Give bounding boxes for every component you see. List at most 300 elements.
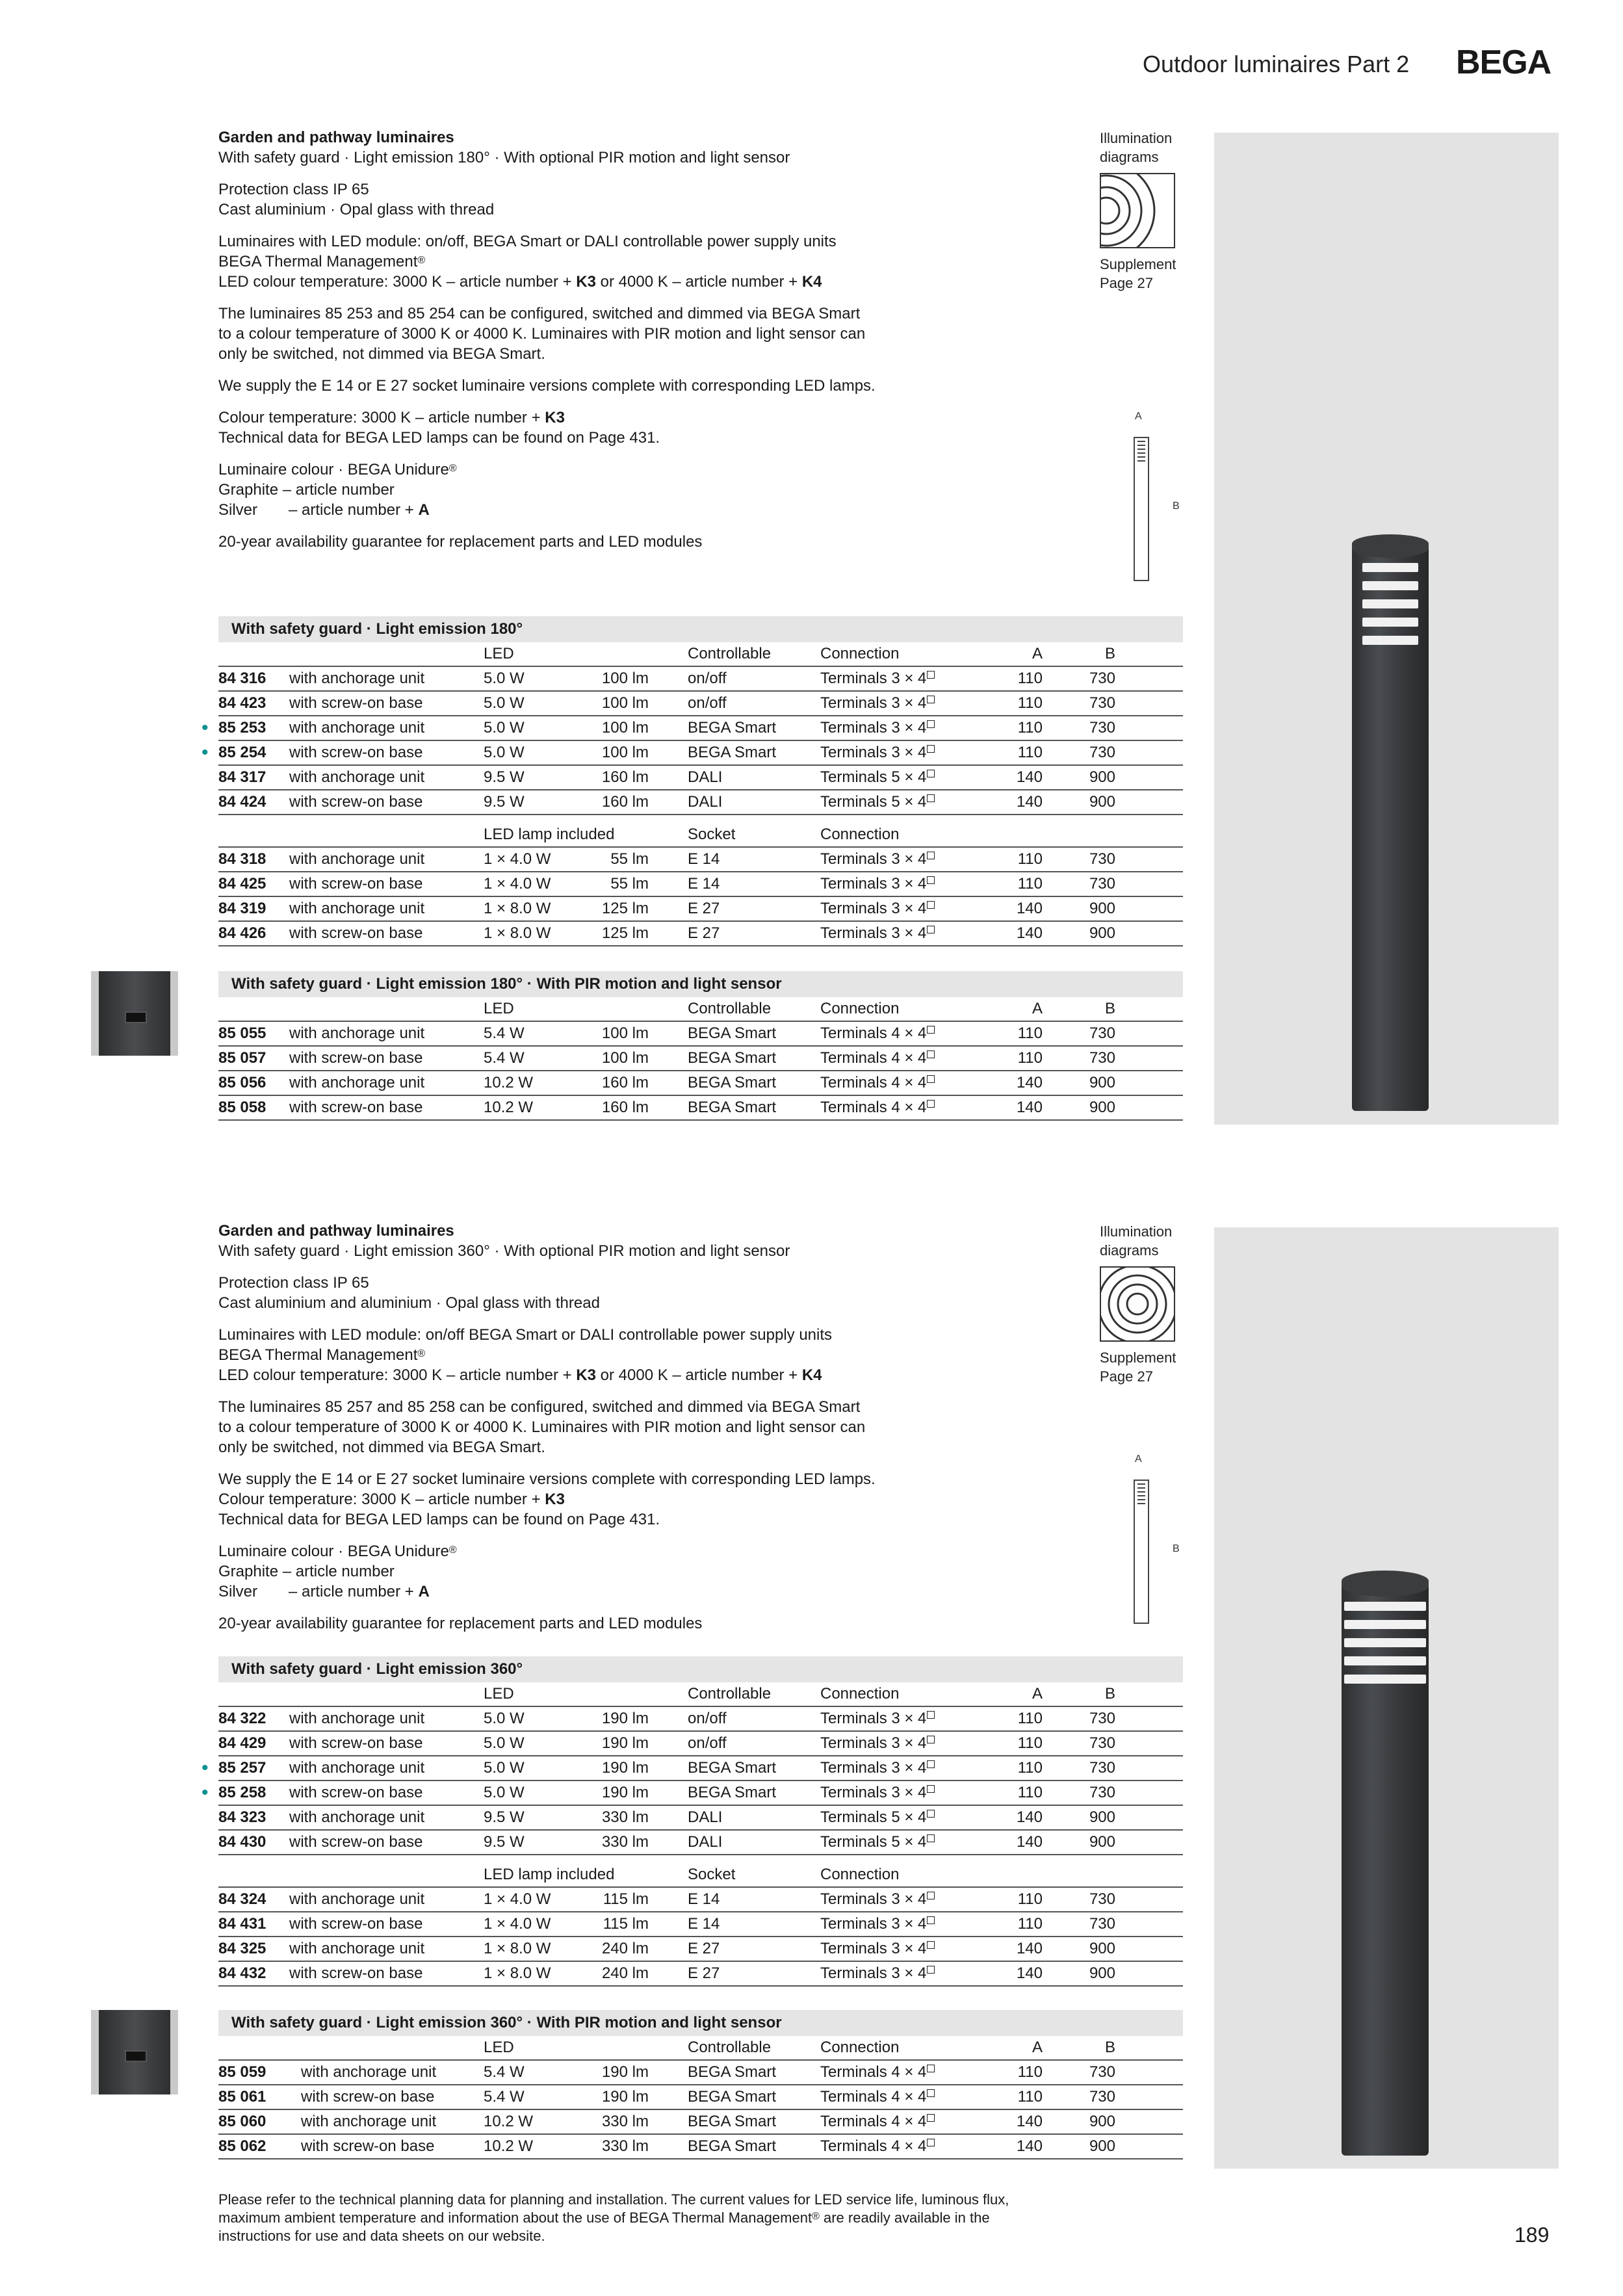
terminal-square-icon (927, 1711, 935, 1719)
footer-reg: ® (812, 2211, 820, 2222)
luminous-flux (569, 1888, 649, 1911)
luminous-flux (569, 2110, 649, 2133)
dimension-b (1057, 2085, 1115, 2109)
terminal-square-icon (927, 1966, 935, 1974)
led-wattage-text: 5.0 W (484, 744, 525, 761)
controllable (688, 790, 722, 814)
section2-silver-value: – article number + (289, 1583, 419, 1600)
section1-module: Luminaires with LED module: on/off, BEGA Smart or DALI controllable power supply units (218, 233, 837, 250)
mounting-description-text: with screw-on base (289, 875, 423, 893)
controllable (688, 1962, 720, 1985)
mounting-description (301, 2085, 434, 2109)
table-row (218, 692, 1183, 716)
controllable-text: DALI (688, 768, 723, 786)
dimension-a-text: 110 (1017, 1049, 1043, 1067)
led-wattage-text: 9.5 W (484, 1808, 525, 1826)
section1-silver-value: – article number + (289, 501, 419, 519)
dimension-a (985, 1962, 1043, 1985)
bollard-guard-slats (1362, 563, 1418, 654)
article-number-text: 84 431 (218, 1915, 266, 1933)
section2-title: Garden and pathway luminaires (218, 1222, 454, 1240)
controllable (688, 692, 727, 715)
dimension-a (985, 2110, 1043, 2133)
dimension-a-text: 110 (1017, 694, 1043, 712)
dimension-b (1057, 1756, 1115, 1780)
connection (820, 897, 935, 920)
dimension-a-text: 140 (1016, 1808, 1043, 1826)
smart-config-dot (201, 1781, 209, 1805)
mounting-description (289, 741, 422, 764)
mounting-description (289, 1756, 424, 1780)
header-led: LED (484, 645, 514, 662)
mounting-description-text: with screw-on base (289, 924, 423, 942)
connection (820, 1707, 935, 1730)
dimension-b (1057, 1962, 1115, 1985)
dimension-b-text: 730 (1089, 670, 1115, 687)
dimension-a-text: 140 (1016, 793, 1043, 811)
luminous-flux-text: 330 lm (601, 1808, 649, 1826)
led-wattage-text: 10.2 W (484, 1099, 534, 1116)
mounting-description-text: with anchorage unit (289, 1808, 425, 1826)
table-180-pir-title: With safety guard · Light emission 180° · With PIR motion and light sensor (218, 971, 1183, 997)
controllable-text: BEGA Smart (688, 1074, 777, 1091)
controllable (688, 2110, 776, 2133)
table-row (218, 2085, 1183, 2110)
table-row (218, 1707, 1183, 1732)
section1-ct-k3: K3 (545, 409, 565, 426)
luminous-flux (569, 1937, 649, 1961)
terminal-square-icon (927, 1810, 935, 1818)
dimension-a (985, 1831, 1043, 1854)
article-number-text: 85 061 (218, 2088, 266, 2106)
dimension-a (985, 1732, 1043, 1755)
luminous-flux-text: 190 lm (601, 1759, 649, 1777)
article-number (218, 1022, 266, 1045)
header-connection: Connection (820, 1000, 900, 1017)
connection (820, 922, 935, 945)
connection (820, 848, 935, 871)
article-number (218, 1707, 266, 1730)
header-connection: Connection (820, 826, 900, 843)
section1-description (218, 127, 1057, 564)
article-number (218, 741, 266, 764)
section1-guarantee: 20-year availability guarantee for replacement parts and LED modules (218, 533, 703, 551)
led-wattage (484, 1912, 551, 1936)
table-180-pir (218, 971, 1183, 1121)
mounting-description-text: with anchorage unit (289, 1759, 425, 1777)
led-wattage (484, 790, 525, 814)
supplement-label: Supplement (1100, 256, 1176, 272)
smart-config-dot (201, 1756, 209, 1780)
dimension-a (985, 922, 1043, 945)
controllable-text: BEGA Smart (688, 1759, 777, 1777)
article-number-text: 85 059 (218, 2063, 266, 2081)
controllable (688, 667, 727, 690)
controllable-text: E 14 (688, 850, 720, 868)
controllable (688, 1047, 776, 1070)
table-360-pir-header (218, 2036, 1183, 2061)
section1-supply: We supply the E 14 or E 27 socket luminaire versions complete with corresponding LED lamps. (218, 377, 876, 395)
header-b: B (1104, 1000, 1115, 1017)
dimension-a (985, 1071, 1043, 1095)
dimension-b (1057, 1831, 1115, 1854)
table-row (218, 1888, 1183, 1912)
smart-config-dot-text: • (201, 742, 209, 763)
dimension-a (985, 716, 1043, 740)
section1-thermal: BEGA Thermal Management (218, 253, 418, 270)
section2-thermal-reg: ® (417, 1348, 426, 1359)
section2-guarantee: 20-year availability guarantee for replacement parts and LED modules (218, 1615, 703, 1632)
section1-colourtemp-pre: LED colour temperature: 3000 K – article number + (218, 273, 577, 291)
led-wattage (484, 872, 551, 896)
connection (820, 1937, 935, 1961)
controllable (688, 897, 720, 920)
mounting-description (289, 766, 424, 789)
led-wattage-text: 10.2 W (484, 1074, 534, 1091)
led-wattage (484, 922, 551, 945)
article-number-text: 84 322 (218, 1710, 266, 1727)
led-wattage (484, 2135, 533, 2158)
controllable (688, 1707, 727, 1730)
terminal-square-icon (927, 1892, 935, 1899)
mounting-description (289, 667, 424, 690)
controllable (688, 1806, 722, 1829)
illumination-label-2: diagrams (1100, 1242, 1159, 1259)
table-row (218, 1047, 1183, 1071)
controllable (688, 1912, 720, 1936)
connection-text: Terminals 3 × 4 (820, 1759, 927, 1777)
luminous-flux (569, 1022, 649, 1045)
article-number (218, 848, 266, 871)
controllable-text: BEGA Smart (688, 719, 777, 737)
article-number-text: 85 058 (218, 1099, 266, 1116)
article-number-text: 85 253 (218, 719, 266, 737)
article-number-text: 84 324 (218, 1890, 266, 1908)
luminous-flux (569, 667, 649, 690)
table-row (218, 922, 1183, 946)
connection (820, 1888, 935, 1911)
led-wattage (484, 2085, 525, 2109)
article-number-text: 84 319 (218, 900, 266, 917)
connection-text: Terminals 4 × 4 (820, 1074, 927, 1091)
luminous-flux (569, 1781, 649, 1805)
mounting-description-text: with anchorage unit (301, 2113, 437, 2130)
article-number-text: 85 056 (218, 1074, 266, 1091)
led-wattage (484, 1781, 525, 1805)
illumination-label-1: Illumination (1100, 1223, 1173, 1240)
connection-text: Terminals 4 × 4 (820, 1024, 927, 1042)
led-wattage (484, 667, 525, 690)
table-row (218, 848, 1183, 872)
controllable (688, 741, 776, 764)
dimension-a-text: 110 (1017, 1759, 1043, 1777)
led-wattage-text: 5.0 W (484, 1734, 525, 1752)
article-number-text: 84 318 (218, 850, 266, 868)
led-wattage-text: 5.0 W (484, 1710, 525, 1727)
dimension-b-text: 730 (1089, 1710, 1115, 1727)
table-row (218, 2110, 1183, 2135)
led-wattage-text: 1 × 8.0 W (484, 1964, 551, 1982)
dimension-b-text: 730 (1089, 719, 1115, 737)
luminous-flux (569, 848, 649, 871)
mounting-description (289, 1022, 424, 1045)
luminous-flux (569, 872, 649, 896)
dimension-a-text: 110 (1017, 1734, 1043, 1752)
luminous-flux (569, 1962, 649, 1985)
bollard-cap (1352, 534, 1429, 558)
illumination-diagram-icon (1101, 1268, 1174, 1340)
luminous-flux-text: 190 lm (601, 1784, 649, 1801)
mounting-description-text: with anchorage unit (289, 1024, 425, 1042)
table-360-pir-title: With safety guard · Light emission 360° · With PIR motion and light sensor (218, 2010, 1183, 2036)
dimension-b (1057, 1937, 1115, 1961)
connection-text: Terminals 3 × 4 (820, 850, 927, 868)
article-number (218, 766, 266, 789)
luminous-flux-text: 330 lm (601, 2137, 649, 2155)
section2-thermal: BEGA Thermal Management (218, 1346, 418, 1364)
connection (820, 741, 935, 764)
controllable-text: BEGA Smart (688, 744, 777, 761)
section1-k3: K3 (576, 273, 596, 291)
header-led: LED (484, 2039, 514, 2056)
section2-supply: We supply the E 14 or E 27 socket luminaire versions complete with corresponding LED lamps. (218, 1470, 876, 1488)
led-wattage-text: 9.5 W (484, 1833, 525, 1851)
connection-text: Terminals 3 × 4 (820, 924, 927, 942)
dimension-b-text: 730 (1089, 1759, 1115, 1777)
led-wattage-text: 5.0 W (484, 719, 525, 737)
dimension-a-text: 140 (1016, 1940, 1043, 1957)
luminous-flux (569, 716, 649, 740)
article-number (218, 667, 266, 690)
header-b: B (1104, 2039, 1115, 2056)
mounting-description (289, 1912, 422, 1936)
article-number-text: 85 055 (218, 1024, 266, 1042)
mounting-description-text: with anchorage unit (289, 1074, 425, 1091)
connection-text: Terminals 3 × 4 (820, 1710, 927, 1727)
connection (820, 1831, 935, 1854)
controllable-text: BEGA Smart (688, 1784, 777, 1801)
footer-line-2b: are readily available in the (819, 2210, 990, 2226)
table-row (201, 741, 1183, 766)
table-row (218, 897, 1183, 922)
luminous-flux-text: 190 lm (601, 1710, 649, 1727)
led-wattage (484, 1732, 525, 1755)
luminous-flux-text: 330 lm (601, 2113, 649, 2130)
mounting-description-text: with anchorage unit (289, 900, 425, 917)
mounting-description-text: with screw-on base (289, 1049, 423, 1067)
mounting-description (289, 716, 424, 740)
controllable-text: E 14 (688, 875, 720, 893)
connection (820, 1096, 935, 1119)
dimension-b-text: 900 (1089, 2137, 1115, 2155)
led-wattage-text: 5.4 W (484, 1049, 525, 1067)
connection-text: Terminals 3 × 4 (820, 1784, 927, 1801)
dimension-b-label: B (1173, 1543, 1180, 1554)
luminous-flux-text: 100 lm (601, 1024, 649, 1042)
controllable-text: DALI (688, 1833, 723, 1851)
controllable-text: BEGA Smart (688, 2113, 777, 2130)
dimension-b-text: 730 (1089, 1890, 1115, 1908)
mounting-description-text: with anchorage unit (289, 670, 425, 687)
terminal-square-icon (927, 794, 935, 802)
dimension-b-text: 900 (1089, 1940, 1115, 1957)
dimension-b-text: 730 (1089, 850, 1115, 868)
article-number-text: 85 057 (218, 1049, 266, 1067)
terminal-square-icon (927, 720, 935, 728)
dimension-b-text: 730 (1089, 2088, 1115, 2106)
luminous-flux (569, 2085, 649, 2109)
connection-text: Terminals 3 × 4 (820, 744, 927, 761)
dimension-b (1057, 2135, 1115, 2158)
dimension-a (985, 1047, 1043, 1070)
mounting-description (301, 2110, 436, 2133)
luminous-flux-text: 240 lm (601, 1940, 649, 1957)
mounting-description-text: with anchorage unit (289, 1890, 425, 1908)
dimension-a-text: 140 (1016, 1074, 1043, 1091)
pir-sensor-icon (125, 1011, 147, 1023)
terminal-square-icon (927, 876, 935, 884)
dimension-a-text: 140 (1016, 1099, 1043, 1116)
terminal-square-icon (927, 1760, 935, 1768)
dimension-a-text: 110 (1017, 744, 1043, 761)
page-number: 189 (1514, 2223, 1550, 2247)
sensor-thumbnail-1 (91, 971, 178, 1056)
led-wattage (484, 1022, 525, 1045)
pir-sensor-icon (125, 2050, 147, 2062)
footer-line-3: instructions for use and data sheets on our website. (218, 2228, 545, 2244)
header-controllable: Controllable (688, 645, 772, 662)
section1-silver-label: Silver (218, 501, 258, 519)
controllable-text: E 27 (688, 924, 720, 942)
table-row (218, 667, 1183, 692)
dimension-a-text: 110 (1017, 1024, 1043, 1042)
connection-text: Terminals 5 × 4 (820, 768, 927, 786)
terminal-square-icon (927, 1785, 935, 1793)
luminous-flux-text: 100 lm (601, 719, 649, 737)
led-wattage-text: 10.2 W (484, 2113, 534, 2130)
luminous-flux (569, 2135, 649, 2158)
led-wattage (484, 1047, 525, 1070)
controllable (688, 2061, 776, 2084)
dimension-a (985, 1781, 1043, 1805)
luminous-flux (569, 1732, 649, 1755)
mounting-description (289, 1831, 422, 1854)
controllable-text: E 14 (688, 1915, 720, 1933)
led-wattage-text: 1 × 4.0 W (484, 875, 551, 893)
header-b: B (1104, 645, 1115, 662)
header-a: A (1032, 1685, 1043, 1702)
controllable (688, 1831, 722, 1854)
dimension-b (1057, 1096, 1115, 1119)
connection (820, 1781, 935, 1805)
mounting-description (301, 2061, 436, 2084)
section2-config-3: only be switched, not dimmed via BEGA Smart. (218, 1439, 545, 1456)
section2-k3: K3 (576, 1366, 596, 1384)
illumination-diagram-2 (1100, 1266, 1175, 1342)
terminal-square-icon (927, 770, 935, 777)
controllable-text: on/off (688, 1734, 727, 1752)
dimension-b (1057, 1806, 1115, 1829)
luminous-flux (569, 897, 649, 920)
dimension-b (1057, 1707, 1115, 1730)
dimension-a-text: 110 (1017, 2088, 1043, 2106)
led-wattage-text: 1 × 8.0 W (484, 924, 551, 942)
connection-text: Terminals 4 × 4 (820, 2113, 927, 2130)
mounting-description-text: with screw-on base (289, 694, 423, 712)
footer-line-1: Please refer to the technical planning data for planning and installation. The current values for LED service life, luminous flux, (218, 2191, 1009, 2208)
mounting-description-text: with screw-on base (301, 2088, 435, 2106)
controllable (688, 1888, 720, 1911)
connection-text: Terminals 3 × 4 (820, 670, 927, 687)
led-wattage-text: 5.4 W (484, 2063, 525, 2081)
led-wattage-text: 9.5 W (484, 768, 525, 786)
luminous-flux (569, 1047, 649, 1070)
mounting-description (289, 1806, 424, 1829)
article-number (218, 1071, 266, 1095)
section1-k4: K4 (801, 273, 822, 291)
mounting-description-text: with screw-on base (289, 1833, 423, 1851)
led-wattage (484, 741, 525, 764)
section1-config-3: only be switched, not dimmed via BEGA Smart. (218, 345, 545, 363)
article-number (218, 1781, 266, 1805)
connection (820, 790, 935, 814)
connection-text: Terminals 3 × 4 (820, 900, 927, 917)
mounting-description (289, 790, 422, 814)
led-wattage (484, 1831, 525, 1854)
article-number (218, 790, 266, 814)
article-number (218, 1831, 266, 1854)
led-wattage-text: 5.0 W (484, 1759, 525, 1777)
terminal-square-icon (927, 1075, 935, 1083)
dimension-b (1057, 1071, 1115, 1095)
dimension-a (985, 1806, 1043, 1829)
mounting-description-text: with screw-on base (289, 1964, 423, 1982)
mounting-description (289, 1047, 422, 1070)
table-row (218, 1071, 1183, 1096)
led-wattage (484, 1756, 525, 1780)
dimension-a-text: 140 (1016, 924, 1043, 942)
mounting-description-text: with screw-on base (289, 1099, 423, 1116)
terminal-square-icon (927, 1941, 935, 1949)
dimension-b (1057, 1781, 1115, 1805)
table-360-header-lamp (218, 1863, 1183, 1888)
header-controllable: Controllable (688, 2039, 772, 2056)
dimension-b (1057, 922, 1115, 945)
controllable-text: DALI (688, 1808, 723, 1826)
connection (820, 1756, 935, 1780)
table-180-title: With safety guard · Light emission 180° (218, 616, 1183, 642)
bollard-guard-slats (1344, 1602, 1426, 1693)
mounting-description (289, 1707, 424, 1730)
connection-text: Terminals 4 × 4 (820, 2137, 927, 2155)
led-wattage (484, 2061, 525, 2084)
dimension-a-text: 140 (1016, 900, 1043, 917)
product-photo-360 (1214, 1227, 1559, 2169)
supplement-note-1 (1100, 255, 1197, 293)
luminous-flux-text: 55 lm (610, 850, 649, 868)
section2-k4: K4 (801, 1366, 822, 1384)
article-number (218, 1806, 266, 1829)
led-wattage-text: 5.4 W (484, 2088, 525, 2106)
smart-config-dot (201, 741, 209, 764)
section2-techdata: Technical data for BEGA LED lamps can be found on Page 431. (218, 1511, 660, 1528)
terminal-square-icon (927, 2065, 935, 2072)
led-wattage (484, 692, 525, 715)
terminal-square-icon (927, 2114, 935, 2122)
section2-colour-reg: ® (448, 1545, 457, 1556)
connection (820, 1071, 935, 1095)
table-360-header (218, 1682, 1183, 1707)
